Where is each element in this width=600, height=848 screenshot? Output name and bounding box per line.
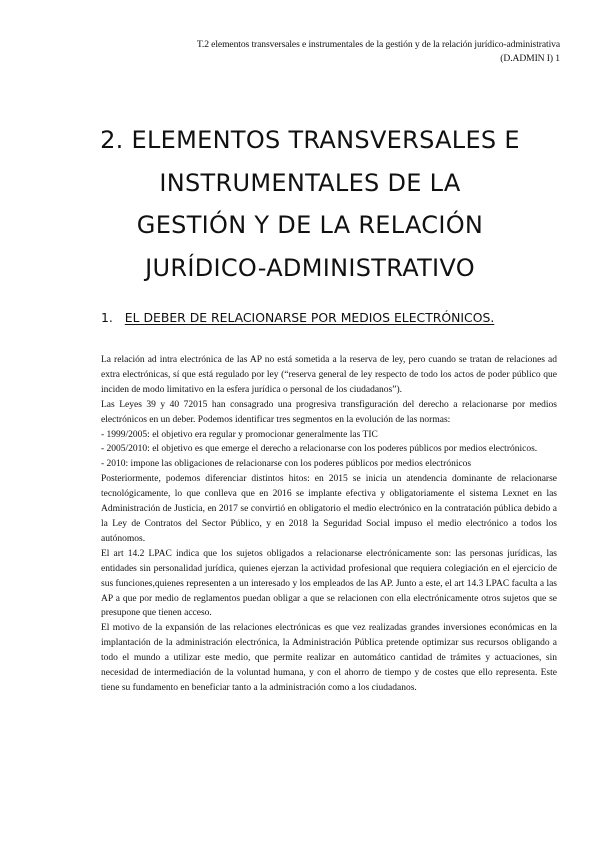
- paragraph: Posteriormente, podemos diferenciar distintos hitos: en 2015 se inicia un atendencia dominante de relacionarse tecnológicamente, lo que conlleva que en 2016 se implante efectiva y obligatoriamente el sistema Lexnet en las Administración de Justicia, en 2017 se convirtió en obligatorio el medio electrónico en la contratación pública debido a la Ley de Contratos del Sector Público, y en 2018 la Seguridad Social impuso el medio electrónico a todos los autónomos.: [101, 474, 557, 544]
- paragraph: - 2010: impone las obligaciones de relacionarse con los poderes públicos por medios electrónicos: [101, 459, 472, 470]
- header-page-number: (D.ADMIN I) 1: [500, 52, 560, 64]
- chapter-title-line: JURÍDICO-ADMINISTRATIVO: [145, 253, 475, 282]
- section-title: EL DEBER DE RELACIONARSE POR MEDIOS ELECTRÓNICOS.: [124, 310, 495, 325]
- paragraph: El art 14.2 LPAC indica que los sujetos obligados a relacionarse electrónicamente son: las personas jurídicas, las entidades sin personalidad jurídica, quienes ejerzan la actividad profesional que requiera colegiación en el ejercicio de sus funciones,quienes representen a un interesado y los empleados de las AP. Junto a este, el art 14.3 LPAC faculta a las AP a que por medio de reglamentos puedan obligar a que se relacionen con ella electrónicamente otros sujetos que se presupone que tienen acceso.: [101, 548, 557, 619]
- chapter-title-line: INSTRUMENTALES DE LA: [159, 168, 461, 197]
- chapter-title-line: GESTIÓN Y DE LA RELACIÓN: [136, 211, 484, 239]
- paragraph: - 1999/2005: el objetivo era regular y promocionar generalmente las TIC: [101, 429, 378, 440]
- paragraph: - 2005/2010: el objetivo es que emerge el derecho a relacionarse con los poderes públicos por medios electrónicos.: [101, 444, 538, 455]
- section-heading: [101, 307, 557, 328]
- header-title: T.2 elementos transversales e instrumentales de la gestión y de la relación jurídico-administrativa: [196, 39, 560, 50]
- paragraph: La relación ad intra electrónica de las AP no está sometida a la reserva de ley, pero cuando se tratan de relaciones ad extra electrónicas, sí que está regulado por ley (“reserva general de ley respecto de todo los actos de poder público que inciden de modo limitativo en la esfera jurídica o personal de los ciudadanos”).: [101, 355, 557, 395]
- chapter-title-line: 2. ELEMENTOS TRANSVERSALES E: [100, 126, 520, 154]
- section-number: 1.: [101, 310, 113, 325]
- body-text: [101, 353, 557, 696]
- paragraph: El motivo de la expansión de las relaciones electrónicas es que vez realizadas grandes inversiones económicas en la implantación de la administración electrónica, la Administración Pública pretende optimizar sus recursos obligando a todo el mundo a utilizar este medio, que permite realizar en automático cantidad de trámites y actuaciones, sin necesidad de intermediación de la voluntad humana, y con el ahorro de tiempo y de costes que ello representa. Este tiene su fundamento en beneficiar tanto a la administración como a los ciudadanos.: [101, 623, 557, 693]
- page-header: [80, 38, 560, 65]
- chapter-title: [60, 119, 560, 289]
- paragraph: Las Leyes 39 y 40 72015 han consagrado una progresiva transfiguración del derecho a relacionarse por medios electrónicos en un deber. Podemos identificar tres segmentos en la evolución de las normas:: [101, 399, 557, 425]
